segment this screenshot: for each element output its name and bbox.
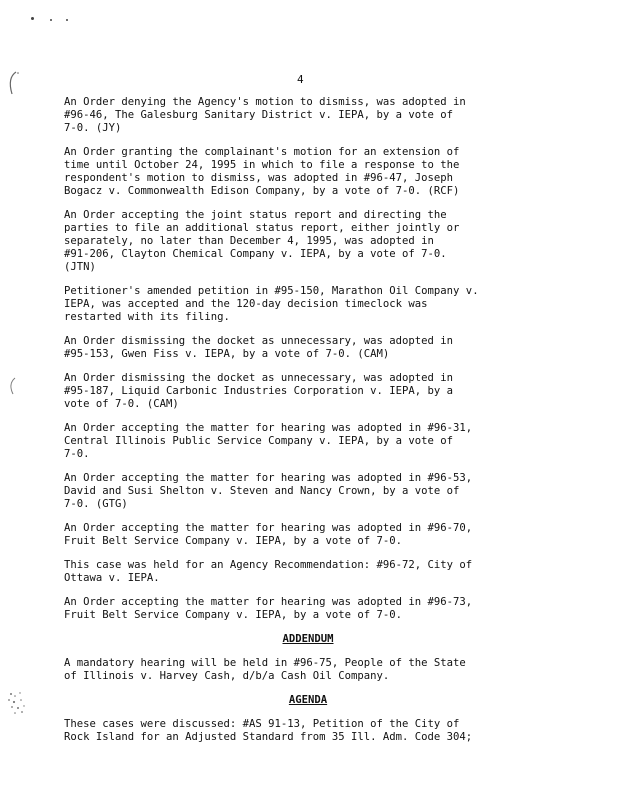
margin-bracket-mark — [6, 70, 20, 96]
agenda-paragraph: These cases were discussed: #AS 91-13, Petition of the City of Rock Island for an Adjusted Standard from 35 Ill. Adm. Code 304; — [64, 718, 473, 743]
order-paragraph: An Order denying the Agency's motion to dismiss, was adopted in #96-46, The Galesburg Sanitary District v. IEPA, by a vote of 7-0. (JY) — [64, 96, 466, 134]
document-body — [64, 96, 552, 755]
margin-bracket-mark — [6, 376, 18, 396]
addendum-heading: ADDENDUM — [282, 633, 334, 645]
order-paragraph: An Order accepting the matter for hearing was adopted in #96-70, Fruit Belt Service Company v. IEPA, by a vote of 7-0. — [64, 522, 473, 547]
order-paragraph: This case was held for an Agency Recommendation: #96-72, City of Ottawa v. IEPA. — [64, 559, 473, 584]
addendum-paragraph: A mandatory hearing will be held in #96-75, People of the State of Illinois v. Harvey Cash, d/b/a Cash Oil Company. — [64, 657, 466, 682]
order-paragraph: An Order accepting the matter for hearing was adopted in #96-53, David and Susi Shelton v. Steven and Nancy Crown, by a vote of 7-0. (GTG) — [64, 472, 473, 510]
scan-speck — [66, 19, 68, 21]
order-paragraph: An Order accepting the matter for hearing was adopted in #96-31, Central Illinois Public Service Company v. IEPA, by a vote of 7-0. — [64, 422, 473, 460]
scan-speck — [31, 17, 34, 20]
order-paragraph: An Order granting the complainant's motion for an extension of time until October 24, 1995 in which to file a response to the respondent's motion to dismiss, was adopted in #96-47, Joseph Bogacz v. Commonwealth Edison Company, by a vote of 7-0. (RCF) — [64, 146, 460, 197]
scan-speck — [50, 19, 52, 21]
order-paragraph: Petitioner's amended petition in #95-150, Marathon Oil Company v. IEPA, was accepted and the 120-day decision timeclock was restarted with its filing. — [64, 285, 479, 323]
order-paragraph: An Order accepting the matter for hearing was adopted in #96-73, Fruit Belt Service Company v. IEPA, by a vote of 7-0. — [64, 596, 473, 621]
agenda-heading: AGENDA — [288, 694, 328, 706]
order-paragraph: An Order accepting the joint status report and directing the parties to file an additional status report, either jointly or separately, no later than December 4, 1995, was adopted in #91-206, Clayton Chemical Company v. IEPA, by a vote of 7-0. (JTN) — [64, 209, 460, 273]
margin-smudge — [6, 690, 28, 716]
page-number: 4 — [297, 73, 304, 86]
order-paragraph: An Order dismissing the docket as unnecessary, was adopted in #95-153, Gwen Fiss v. IEPA, by a vote of 7-0. (CAM) — [64, 335, 454, 360]
order-paragraph: An Order dismissing the docket as unnecessary, was adopted in #95-187, Liquid Carbonic Industries Corporation v. IEPA, by a vote of 7-0. (CAM) — [64, 372, 454, 410]
